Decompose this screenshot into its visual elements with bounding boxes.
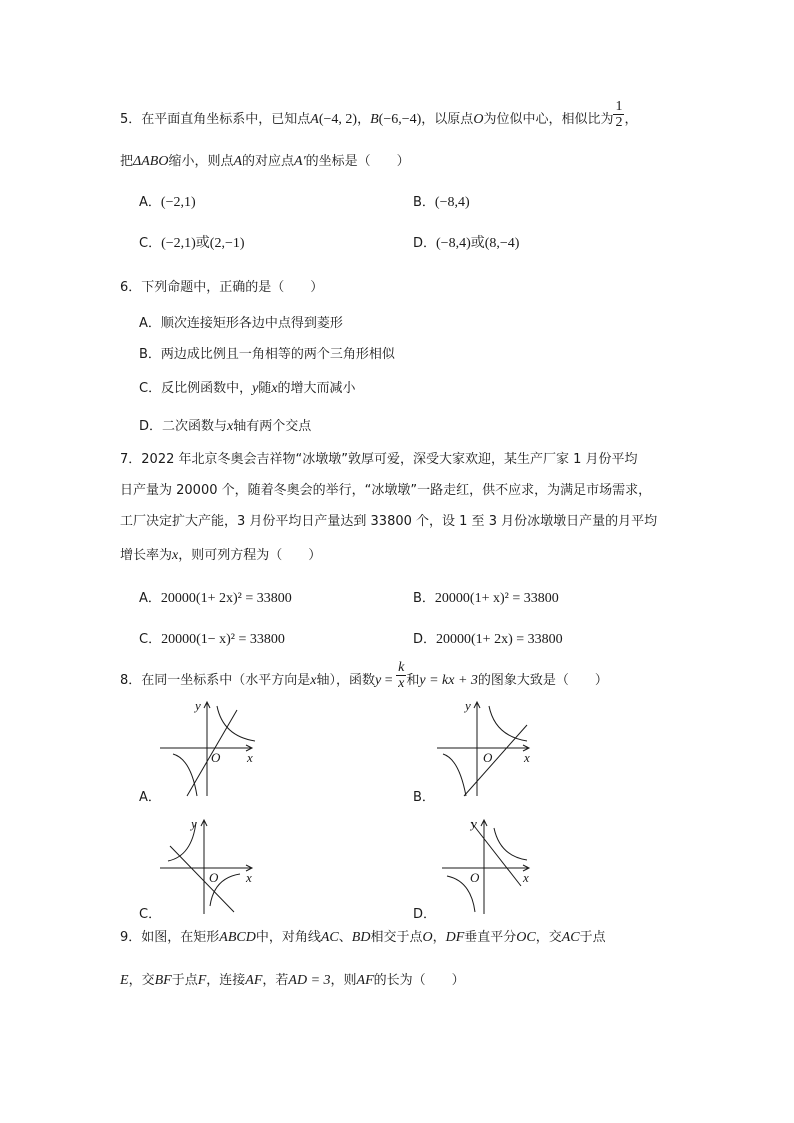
q9-t2: 相交于点 — [370, 930, 423, 945]
q7-option-a-label: A． — [139, 591, 161, 606]
q9-ac: AC — [320, 930, 339, 945]
q6-option-c-post: 的增大而减小 — [277, 381, 356, 396]
q9-t5: 于点 — [579, 930, 606, 945]
q7-option-c-label: C． — [139, 632, 162, 647]
q5-text-2: ，以原点 — [421, 112, 474, 127]
q8-graph-d-y-label: y — [471, 816, 477, 831]
q9-t6: ，交 — [128, 973, 155, 988]
q6-option-d-pre: D．二次函数与 — [139, 419, 228, 434]
q9-o: O — [422, 930, 433, 945]
q9-t10: ，则 — [330, 973, 357, 988]
q5-text-3: 为位似中心，相似比为 — [483, 112, 614, 127]
q6-option-d-post: 轴有两个交点 — [233, 419, 312, 434]
q9-bd: BD — [351, 930, 371, 945]
q9-t3: 垂直平分 — [464, 930, 517, 945]
q5-point-a-coord: (−4, 2) — [318, 112, 358, 127]
q5-option-c[interactable] — [139, 232, 245, 252]
q6-option-c-mid: 随 — [258, 381, 272, 396]
q8-option-a-label[interactable]: A． — [139, 790, 161, 805]
q5-ratio-num: 1 — [615, 99, 623, 114]
q8-fraction — [396, 660, 406, 691]
q5-triangle: ΔABO — [133, 154, 169, 169]
q7-option-b-label: B． — [413, 591, 435, 606]
q9-af-2: AF — [356, 973, 374, 988]
q7-line-4-post: ，则可列方程为（ ） — [178, 548, 322, 563]
q5-option-d[interactable] — [413, 232, 519, 252]
q5-text-6: 的对应点 — [242, 154, 295, 169]
q6-stem: 6．下列命题中，正确的是（ ） — [120, 280, 324, 295]
q8-frac-den: x — [398, 676, 405, 691]
q9-bf: BF — [154, 973, 172, 988]
q5-comma-1: ， — [357, 112, 371, 127]
q7-line-4-pre: 增长率为 — [120, 548, 173, 563]
q8-graph-b-x-label: x — [524, 750, 530, 765]
q8-x: x — [310, 673, 317, 688]
q5-option-a[interactable] — [139, 191, 196, 211]
q7-line-2: 日产量为 20000 个，随着冬奥会的举行，“冰墩墩”一路走红，供不应求，为满足市场需求， — [120, 483, 652, 498]
q7-option-b-text: 20000(1+ x)² = 33800 — [434, 591, 559, 606]
q6-option-a[interactable]: A．顺次连接矩形各边中点得到菱形 — [139, 316, 343, 331]
q9-t4: ，交 — [535, 930, 562, 945]
q8-graph-c-origin: O — [209, 870, 219, 885]
q9-t9: ，若 — [262, 973, 289, 988]
q8-graph-b[interactable] — [437, 700, 537, 800]
q9-t11: 的长为（ ） — [373, 973, 465, 988]
q8-mid-2: 和 — [406, 673, 420, 688]
q5-point-b: B — [370, 112, 379, 127]
q6-option-b[interactable]: B．两边成比例且一角相等的两个三角形相似 — [139, 347, 395, 362]
q8-graph-b-y-label: y — [465, 698, 471, 713]
q7-option-c-text: 20000(1− x)² = 33800 — [161, 632, 285, 647]
q5-line-1 — [120, 99, 638, 130]
q9-t8: ，连接 — [206, 973, 246, 988]
q5-line-2 — [120, 150, 410, 170]
q8-post: 的图象大致是（ ） — [477, 673, 608, 688]
q8-mid-1: 轴），函数 — [316, 673, 376, 688]
q9-rect: ABCD — [219, 930, 256, 945]
q7-option-d-label: D． — [413, 632, 437, 647]
q8-graph-a-y-label: y — [195, 698, 201, 713]
q9-f: F — [197, 973, 207, 988]
q9-line-1 — [120, 926, 606, 946]
q5-point-a-2: A — [233, 154, 243, 169]
q8-stem — [120, 660, 608, 691]
q8-graph-c[interactable] — [160, 816, 260, 916]
q9-df: DF — [445, 930, 465, 945]
q9-t1: 中，对角线 — [255, 930, 321, 945]
q8-option-d-label[interactable]: D． — [413, 907, 437, 922]
q7-line-3: 工厂决定扩大产能，3 月份平均日产量达到 33800 个，设 1 至 3 月份冰墩墩日产量的月平均 — [120, 514, 658, 529]
q8-option-c-label[interactable]: C． — [139, 907, 162, 922]
q5-option-a-text: (−2,1) — [160, 195, 196, 210]
q8-y: y — [375, 673, 382, 688]
q8-linear-fn: y = kx + 3 — [419, 673, 478, 688]
q5-option-d-label: D． — [413, 236, 437, 251]
q5-origin: O — [473, 112, 484, 127]
q8-graph-d[interactable] — [437, 816, 537, 916]
q7-option-b[interactable] — [413, 587, 559, 607]
q7-option-a[interactable] — [139, 587, 292, 607]
q5-option-b[interactable] — [413, 191, 470, 211]
q8-graph-b-origin: O — [483, 750, 493, 765]
q6-option-c-y: y — [252, 381, 259, 396]
q7-option-c[interactable] — [139, 628, 285, 648]
q8-pre: 8．在同一坐标系中（水平方向是 — [120, 673, 311, 688]
q5-option-c-text: (−2,1)或(2,−1) — [161, 236, 245, 251]
q7-option-d[interactable] — [413, 628, 563, 648]
q5-option-b-label: B． — [413, 195, 435, 210]
q7-line-1: 7．2022 年北京冬奥会吉祥物“冰墩墩”敦厚可爱，深受大家欢迎，某生产厂家 1 月份平均 — [120, 452, 638, 467]
q7-line-4-x: x — [172, 548, 179, 563]
q9-pre: 9．如图，在矩形 — [120, 930, 220, 945]
q9-line-2 — [120, 969, 465, 989]
q8-graph-a-origin: O — [211, 750, 221, 765]
q6-option-d-x: x — [227, 419, 234, 434]
q8-graph-c-x-label: x — [246, 870, 252, 885]
q8-graph-c-y-label: y — [191, 816, 197, 831]
q5-text-4: 把 — [120, 154, 134, 169]
q5-option-c-label: C． — [139, 236, 162, 251]
q6-option-d[interactable] — [139, 415, 311, 435]
q7-line-4 — [120, 544, 321, 564]
q9-sep: 、 — [338, 930, 352, 945]
q8-graph-a[interactable] — [160, 700, 260, 800]
q8-graph-d-origin: O — [470, 870, 480, 885]
q5-comma-2: ， — [624, 112, 638, 127]
q6-option-c[interactable] — [139, 377, 356, 397]
q9-ad-eq: AD = 3 — [288, 973, 331, 988]
q5-text-7: 的坐标是（ ） — [305, 154, 410, 169]
q5-point-b-coord: (−6,−4) — [378, 112, 422, 127]
q5-point-a-prime: A′ — [294, 154, 306, 169]
q5-text-1: 在平面直角坐标系中，已知点 — [141, 112, 311, 127]
q8-equals: = — [381, 673, 397, 688]
q9-e: E — [120, 973, 129, 988]
q7-option-a-text: 20000(1+ 2x)² = 33800 — [160, 591, 292, 606]
q5-point-a: A — [310, 112, 319, 127]
q5-option-b-text: (−8,4) — [434, 195, 470, 210]
q8-graph-d-x-label: x — [523, 870, 529, 885]
q5-number: 5． — [120, 112, 142, 127]
q9-af: AF — [245, 973, 263, 988]
q7-option-d-text: 20000(1+ 2x) = 33800 — [436, 632, 563, 647]
q8-option-b-label[interactable]: B． — [413, 790, 435, 805]
q6-option-c-x: x — [271, 381, 278, 396]
q9-oc: OC — [516, 930, 536, 945]
q5-text-5: 缩小，则点 — [168, 154, 234, 169]
q6-option-c-pre: C．反比例函数中， — [139, 381, 253, 396]
q9-t7: 于点 — [171, 973, 198, 988]
q5-option-a-label: A． — [139, 195, 161, 210]
q9-comma: ， — [432, 930, 446, 945]
q9-ac-2: AC — [561, 930, 580, 945]
q8-graph-a-x-label: x — [247, 750, 253, 765]
q5-option-d-text: (−8,4)或(8,−4) — [436, 236, 520, 251]
q5-ratio-den: 2 — [615, 115, 623, 130]
q5-ratio-fraction — [613, 99, 624, 130]
q8-frac-num: k — [398, 660, 405, 675]
